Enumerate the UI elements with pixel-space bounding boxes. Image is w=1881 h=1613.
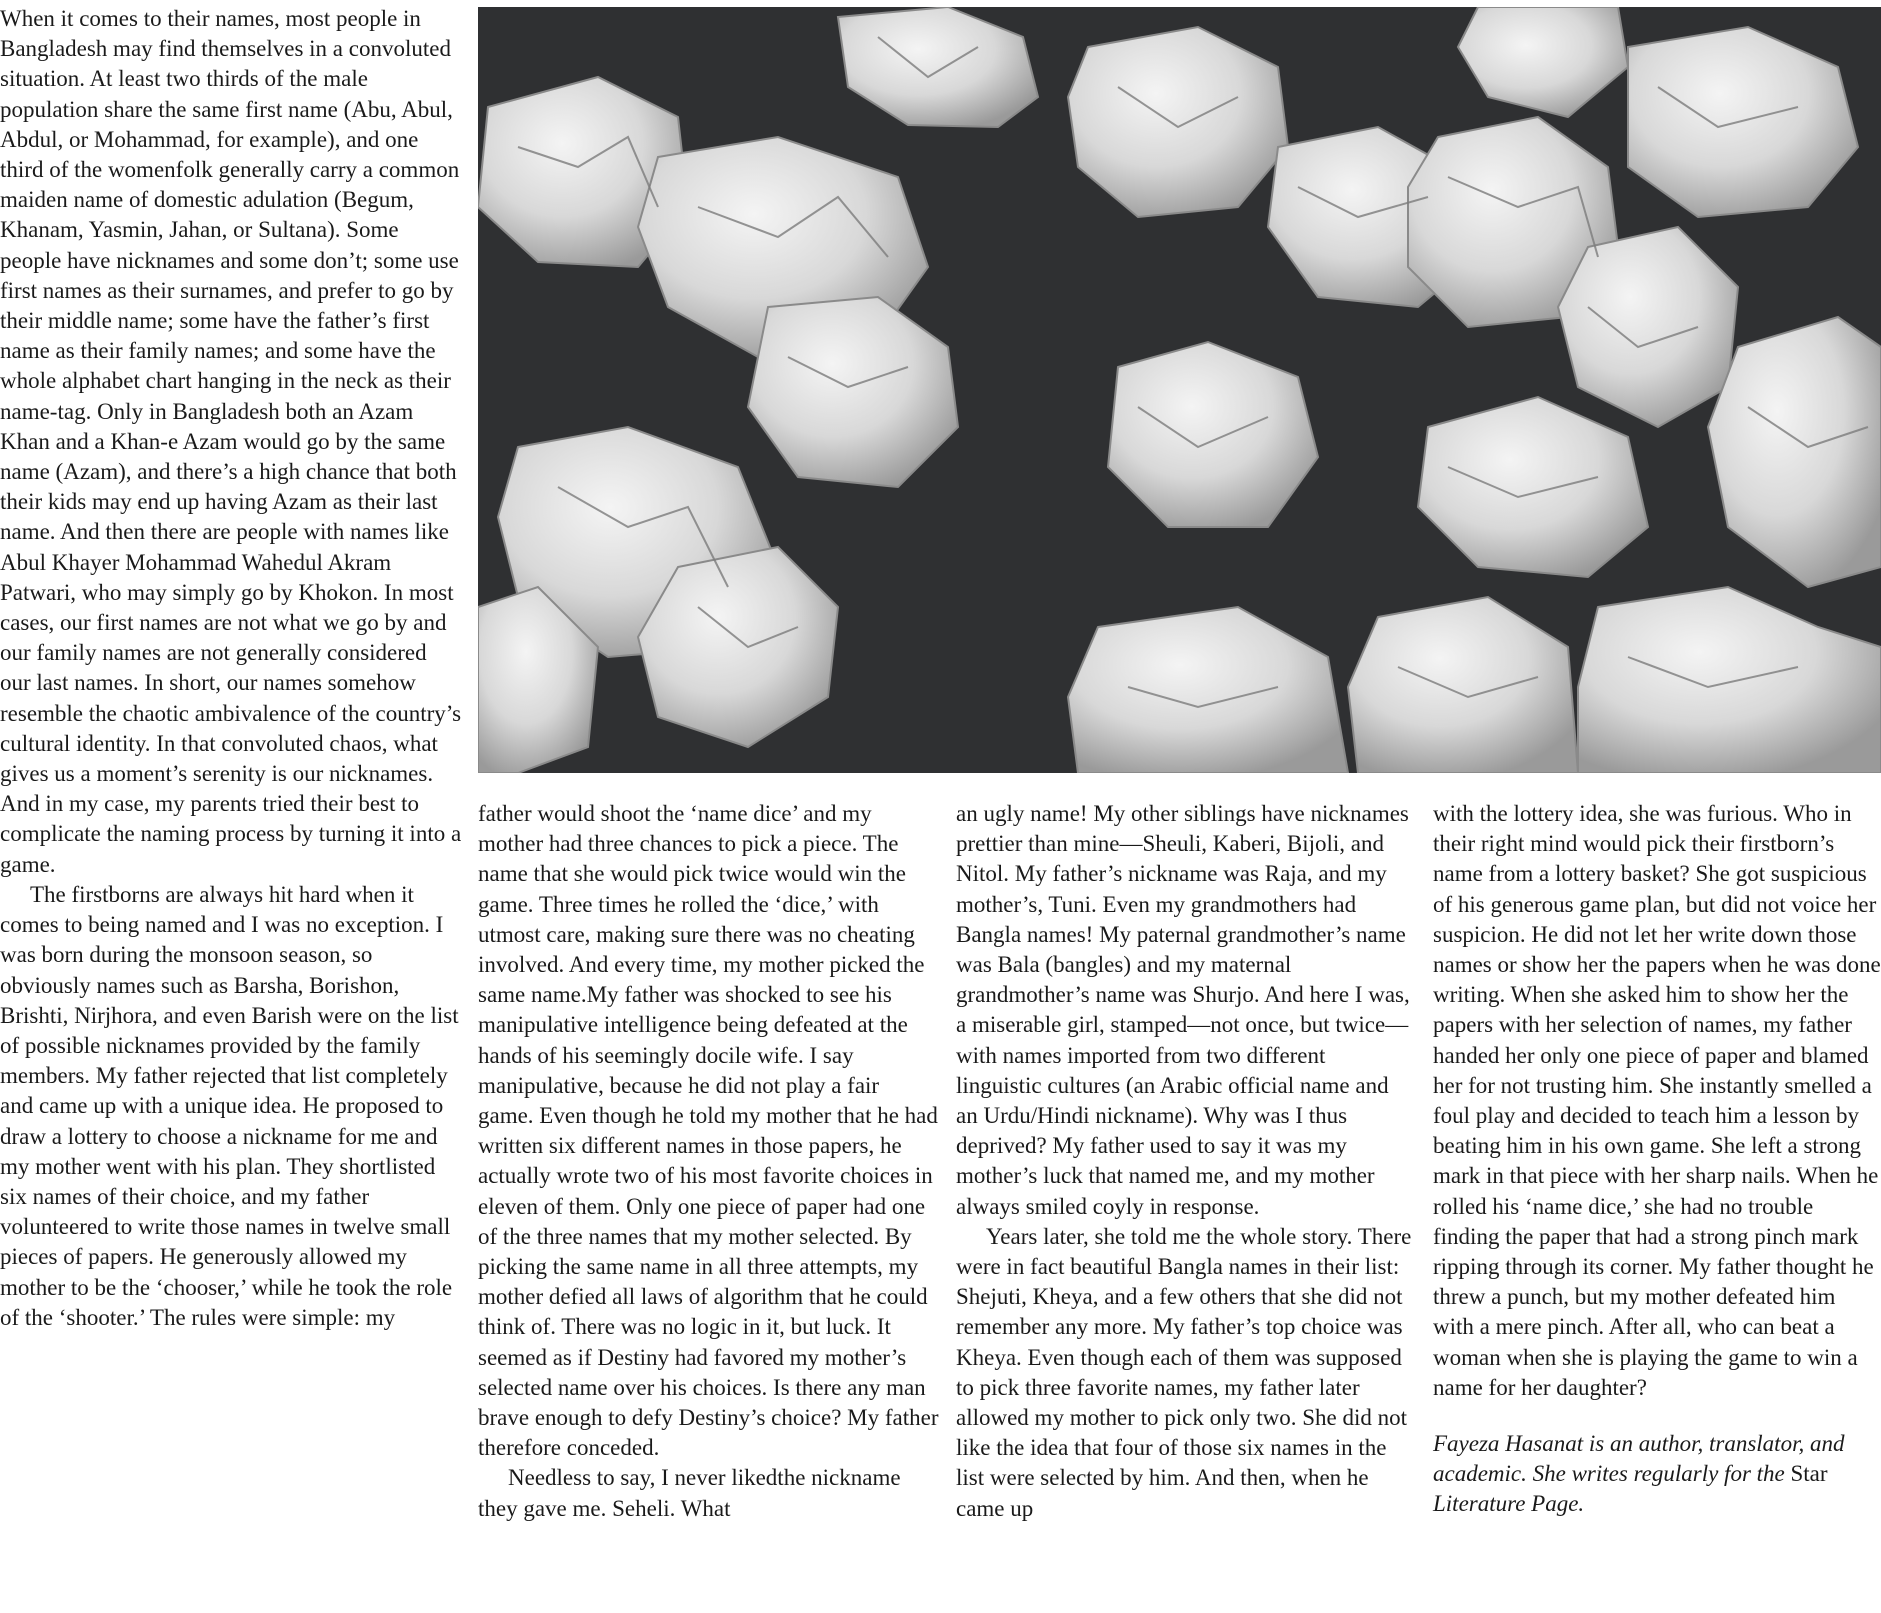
author-bio: [1433, 1429, 1881, 1520]
paragraph-name-dice: father would shoot the ‘name dice’ and my mother had three chances to pick a piece. The name that she would pick twice would win the game. Three times he rolled the ‘dice,’ with utmost care, making sure there was no cheating involved. And every time, my mother picked the same name.My father was shocked to see his manipulative intelligence being defeated at the hands of his seemingly docile wife. I say manipulative, because he did not play a fair game. Even though he told my mother that he had written six different names in those papers, he actually wrote two of his most favorite choices in eleven of them. Only one piece of paper had one of the three names that my mother selected. By picking the same name in all three attempts, my mother defied all laws of algorithm that he could think of. There was no logic in it, but luck. It seemed as if Destiny had favored my mother’s selected name over his choices. Is there any man brave enough to defy Destiny’s choice? My father therefore conceded.: [478, 801, 939, 1461]
author-bio-end: Literature Page.: [1433, 1491, 1585, 1517]
paragraph-needless: Needless to say, I never likedthe nickname they gave me. Seheli. What: [478, 1465, 901, 1521]
article-column-4: [1433, 799, 1881, 1520]
paragraph-years-later: Years later, she told me the whole story. There were in fact beautiful Bangla names in their list: Shejuti, Kheya, and a few others that she did not remember any more. My father’s top choice was Kheya. Even though each of them was supposed to pick three favorite names, my father later allowed my mother to pick only two. She did not like the idea that four of those six names in the list were selected by him. And then, when he came up: [956, 1223, 1412, 1521]
paragraph-firstborns: The firstborns are always hit hard when it comes to being named and I was no exception. I was born during the monsoon season, so obviously names such as Barsha, Borishon, Brishti, Nirjhora, and even Barish were on the list of possible nicknames provided by the family members. My father rejected that list completely and came up with a unique idea. He proposed to draw a lottery to choose a nickname for me and my mother went with his plan. They shortlisted six names of their choice, and my father volunteered to write those names in twelve small pieces of papers. He generously allowed my mother to be the ‘chooser,’ while he took the role of the ‘shooter.’ The rules were simple: my: [0, 881, 459, 1330]
paragraph-intro: When it comes to their names, most people in Bangladesh may find themselves in a convoluted situation. At least two thirds of the male population share the same first name (Abu, Abul, Abdul, or Mohammad, for example), and one third of the womenfolk generally carry a common maiden name of domestic adulation (Begum, Khanam, Yasmin, Jahan, or Sultana). Some people have nicknames and some don’t; some use first names as their surnames, and prefer to go by their middle name; some have the father’s first name as their family names; and some have the whole alphabet chart hanging in the neck as their name-tag. Only in Bangladesh both an Azam Khan and a Khan-e Azam would go by the same name (Azam), and there’s a high chance that both their kids may end up having Azam as their last name. And then there are people with names like Abul Khayer Mohammad Wahedul Akram Patwari, who may simply go by Khokon. In most cases, our first names are not what we go by and our family names are not generally considered our last names. In short, our names somehow resemble the chaotic ambivalence of the country’s cultural identity. In that convoluted chaos, what gives us a moment’s serenity is our nicknames. And in my case, my parents tried their best to complicate the naming process by turning it into a game.: [0, 6, 462, 877]
article-column-1: [0, 4, 462, 1333]
crumpled-paper-photo: [478, 7, 1881, 773]
article-column-3: [956, 799, 1416, 1524]
author-bio-publication: Star: [1790, 1461, 1828, 1487]
author-bio-text: Fayeza Hasanat is an author, translator, and academic. She writes regularly for the: [1433, 1431, 1845, 1487]
paragraph-lottery: with the lottery idea, she was furious. Who in their right mind would pick their firstborn’s name from a lottery basket? She got suspicious of his generous game plan, but did not voice her suspicion. He did not let her write down those names or show her the papers when he was done writing. When she asked him to show her the papers with her selection of names, my father handed her only one piece of paper and blamed her for not trusting him. She instantly smelled a foul play and decided to teach him a lesson by beating him in his own game. She left a strong mark in that piece with her sharp nails. When he rolled his ‘name dice,’ she had no trouble finding the paper that had a strong pinch mark ripping through its corner. My father thought he threw a punch, but my mother defeated him with a mere pinch. After all, who can beat a woman when she is playing the game to win a name for her daughter?: [1433, 801, 1881, 1400]
article-column-2: [478, 799, 940, 1524]
paragraph-ugly-name: an ugly name! My other siblings have nicknames prettier than mine—Sheuli, Kaberi, Bijoli, and Nitol. My father’s nickname was Raja, and my mother’s, Tuni. Even my grandmothers had Bangla names! My paternal grandmother’s name was Bala (bangles) and my maternal grandmother’s name was Shurjo. And here I was, a miserable girl, stamped—not once, but twice—with names imported from two different linguistic cultures (an Arabic official name and an Urdu/Hindi nickname). Why was I thus deprived? My father used to say it was my mother’s luck that named me, and my mother always smiled coyly in response.: [956, 801, 1410, 1219]
